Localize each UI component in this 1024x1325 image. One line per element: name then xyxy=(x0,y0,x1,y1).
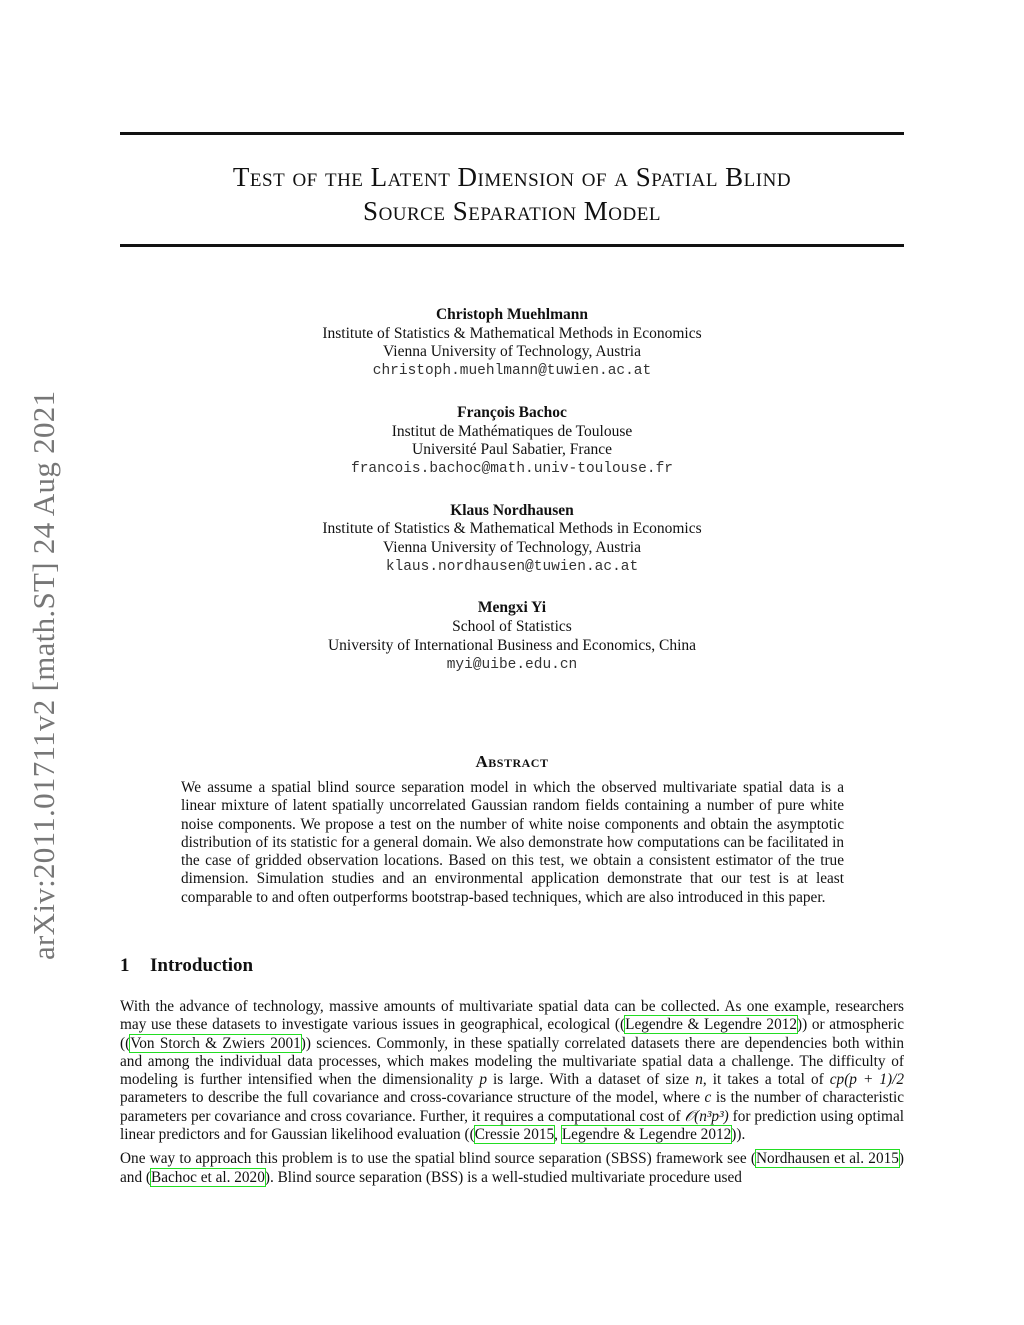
section-number: 1 xyxy=(120,955,130,976)
author-affiliation: Université Paul Sabatier, France xyxy=(412,441,612,459)
author-name: Mengxi Yi xyxy=(477,599,547,617)
author-block xyxy=(120,502,904,577)
citation-link[interactable]: Cressie 2015 xyxy=(474,1126,555,1144)
author-affiliation: School of Statistics xyxy=(452,618,572,636)
citation-link[interactable]: Bachoc et al. 2020 xyxy=(151,1168,265,1186)
author-affiliation: University of International Business and Economics, China xyxy=(327,636,697,654)
title-top-rule xyxy=(120,132,904,135)
abstract-text: We assume a spatial blind source separation model in which the observed multivariate spatial data is a linear mixture of latent spatially uncorrelated Gaussian random fields containing a number of pure white noise components. We propose a test on the number of white noise components and obtain the asymptotic distribution of its statistic for a general domain. We also demonstrate how computations can be facilitated in the case of gridded observation locations. Based on this test, we obtain a consistent estimator of the true dimension. Simulation studies and an environmental application demonstrate that our test is at least comparable to and often outperforms bootstrap-based techniques, which are also introduced in this paper. xyxy=(181,779,844,906)
text-run: , it takes a total of xyxy=(702,1071,830,1089)
text-run: , xyxy=(554,1126,562,1144)
author-name: François Bachoc xyxy=(457,403,567,421)
title-line-1: Test of the Latent Dimension of a Spatial Blind xyxy=(232,162,792,192)
text-run: is large. With a dataset of size xyxy=(486,1071,696,1089)
body-text xyxy=(120,998,904,1193)
title-line-2: Source Separation Model xyxy=(363,196,661,226)
paper-title xyxy=(120,160,904,228)
citation-link[interactable]: Legendre & Legendre 2012 xyxy=(625,1016,798,1034)
text-run: One way to approach this problem is to use the spatial blind source separation (SBSS) framework see ( xyxy=(120,1150,756,1168)
math-expression: 𝒪(n³p³) xyxy=(684,1107,729,1125)
text-run: for prediction using optimal linear predictors and for Gaussian likelihood evaluation (( xyxy=(120,1107,904,1144)
author-list xyxy=(120,306,904,697)
math-expression: cp(p + 1)/2 xyxy=(829,1071,905,1089)
text-run: )) sciences. Commonly, in these spatially correlated datasets there are dependencies both within and among the individual data processes, which makes modeling the multivariate spatial data a challenge. The difficulty of modeling is further intensified when the dimensionality xyxy=(120,1034,904,1089)
citation-link[interactable]: Von Storch & Zwiers 2001 xyxy=(130,1034,301,1052)
citation-link[interactable]: Legendre & Legendre 2012 xyxy=(561,1126,732,1144)
paragraph xyxy=(120,998,904,1144)
text-run: ) and ( xyxy=(120,1150,904,1186)
citation-link[interactable]: Nordhausen et al. 2015 xyxy=(755,1150,899,1168)
text-run: With the advance of technology, massive amounts of multivariate spatial data can be collected. As one example, researchers may use these datasets to investigate various issues in geographical, ecological (( xyxy=(120,998,904,1034)
title-bottom-rule xyxy=(120,244,904,247)
math-variable: n xyxy=(695,1071,703,1089)
author-affiliation: Institut de Mathématiques de Toulouse xyxy=(391,422,633,440)
author-email[interactable]: christoph.muehlmann@tuwien.ac.at xyxy=(372,363,652,380)
text-run: )) or atmospheric (( xyxy=(120,1016,904,1052)
math-variable: c xyxy=(704,1089,712,1107)
author-email[interactable]: francois.bachoc@math.univ-toulouse.fr xyxy=(351,460,673,477)
text-run: parameters to describe the full covariance and cross-covariance structure of the model, where xyxy=(120,1089,705,1107)
author-affiliation: Institute of Statistics & Mathematical Methods in Economics xyxy=(322,520,702,538)
author-block xyxy=(120,404,904,479)
author-affiliation: Institute of Statistics & Mathematical Methods in Economics xyxy=(322,324,702,342)
author-affiliation: Vienna University of Technology, Austria xyxy=(383,539,641,557)
text-run: ). Blind source separation (BSS) is a well-studied multivariate procedure used xyxy=(264,1168,742,1186)
section-heading xyxy=(120,955,253,977)
section-title: Introduction xyxy=(150,955,254,976)
text-run: )). xyxy=(731,1126,746,1144)
author-block xyxy=(120,306,904,381)
paragraph xyxy=(120,1150,904,1187)
author-email[interactable]: klaus.nordhausen@tuwien.ac.at xyxy=(385,558,639,575)
author-email[interactable]: myi@uibe.edu.cn xyxy=(446,656,578,673)
abstract-heading: Abstract xyxy=(475,752,549,771)
author-block xyxy=(120,599,904,674)
author-name: Christoph Muehlmann xyxy=(435,306,589,323)
math-variable: p xyxy=(479,1071,487,1089)
author-name: Klaus Nordhausen xyxy=(450,501,574,519)
arxiv-watermark: arXiv:2011.01711v2 [math.ST] 24 Aug 2021 xyxy=(26,390,61,960)
author-affiliation: Vienna University of Technology, Austria xyxy=(383,343,641,361)
text-run: is the number of characteristic parameters per covariance and cross covariance. Further, it requires a computational cost of xyxy=(120,1089,904,1125)
